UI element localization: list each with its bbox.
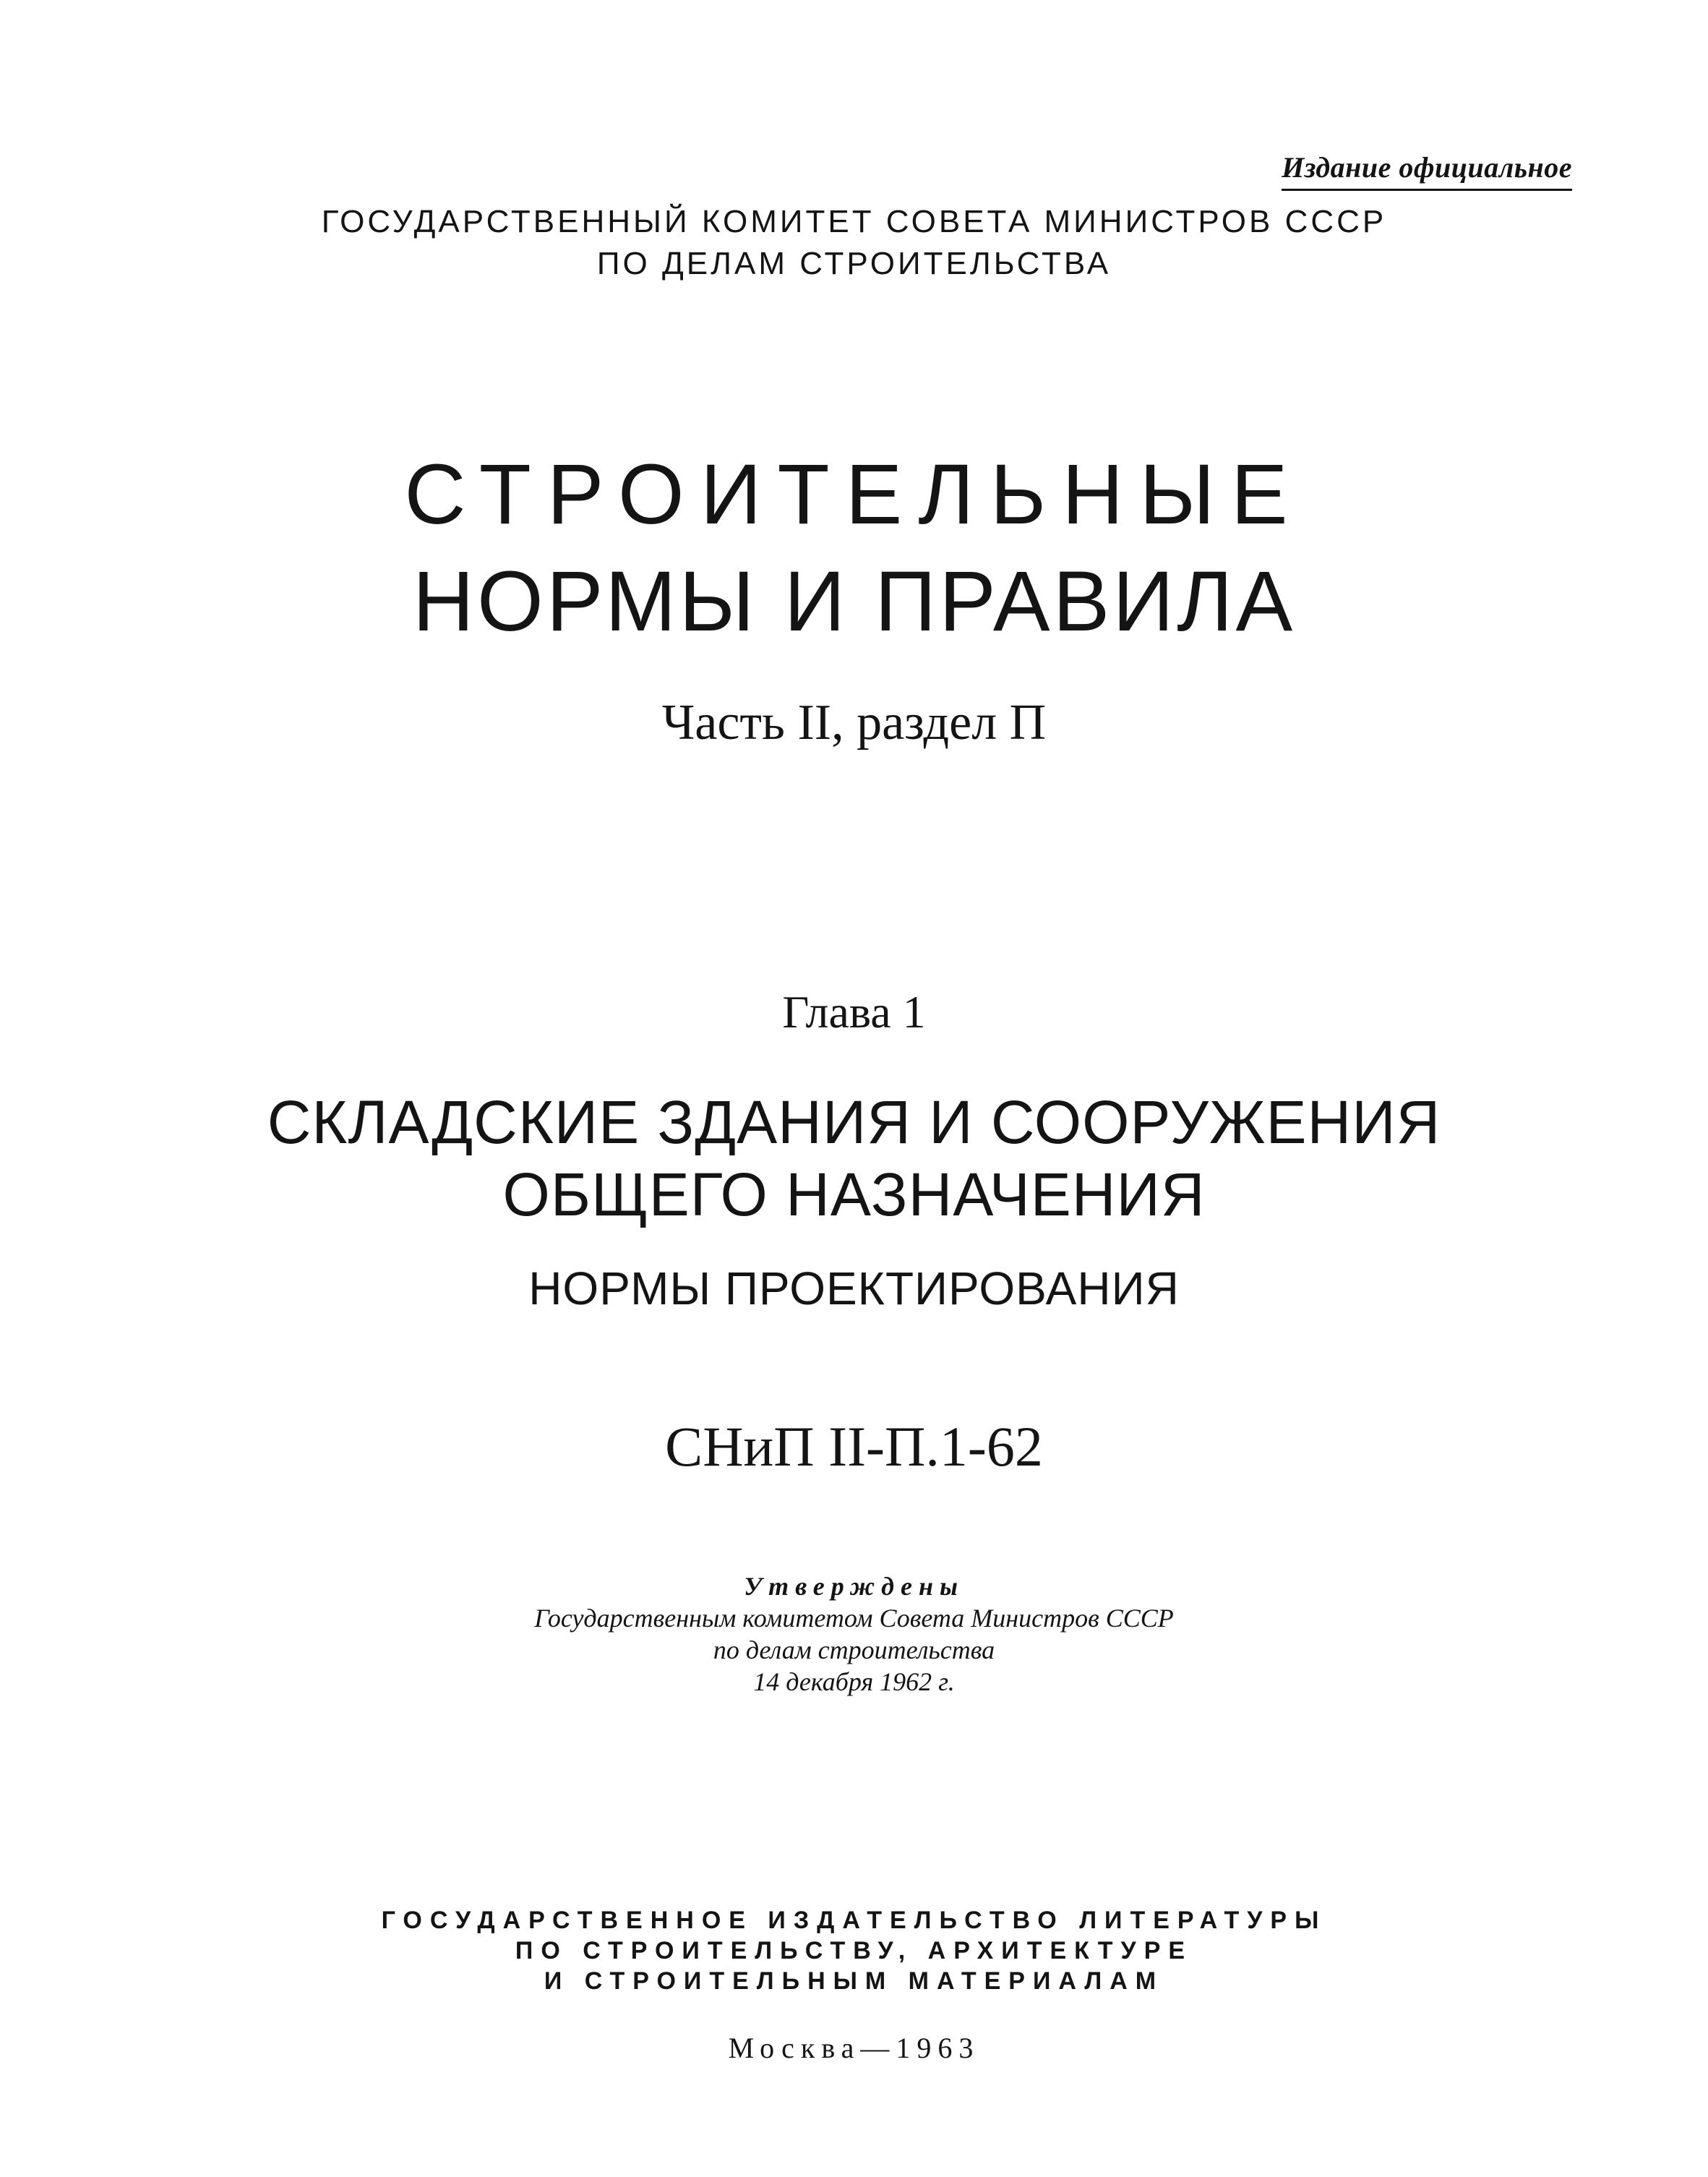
approval-block	[0, 1570, 1708, 1698]
publisher-line-1: ГОСУДАРСТВЕННОЕ ИЗДАТЕЛЬСТВО ЛИТЕРАТУРЫ	[381, 1907, 1327, 1934]
city-year	[0, 2030, 1708, 2066]
main-title-line-2: НОРМЫ И ПРАВИЛА	[412, 554, 1296, 649]
document-code	[0, 1413, 1708, 1480]
chapter-number-text: Глава 1	[782, 986, 926, 1038]
publisher	[0, 1905, 1708, 1996]
approval-line-2: по делам строительства	[713, 1635, 995, 1664]
main-title-line-1: СТРОИТЕЛЬНЫЕ	[404, 447, 1304, 542]
approval-heading: Утверждены	[744, 1572, 964, 1601]
city-year-text: Москва—1963	[728, 2032, 980, 2064]
publisher-line-3: И СТРОИТЕЛЬНЫМ МАТЕРИАЛАМ	[544, 1967, 1164, 1995]
publisher-line-2: ПО СТРОИТЕЛЬСТВУ, АРХИТЕКТУРЕ	[515, 1937, 1193, 1964]
document-code-text: СНиП II-П.1-62	[665, 1415, 1043, 1478]
committee-header	[0, 201, 1708, 285]
subtitle-text: НОРМЫ ПРОЕКТИРОВАНИЯ	[528, 1262, 1180, 1314]
committee-line-1: ГОСУДАРСТВЕННЫЙ КОМИТЕТ СОВЕТА МИНИСТРОВ СССР	[321, 204, 1387, 239]
chapter-title-line-1: СКЛАДСКИЕ ЗДАНИЯ И СООРУЖЕНИЯ	[267, 1088, 1441, 1156]
approval-date: 14 декабря 1962 г.	[753, 1667, 955, 1696]
edition-mark	[1282, 150, 1572, 191]
chapter-number	[0, 985, 1708, 1040]
edition-mark-text: Издание официальное	[1282, 150, 1572, 191]
part-section-text: Часть II, раздел П	[661, 695, 1047, 750]
chapter-title-line-2: ОБЩЕГО НАЗНАЧЕНИЯ	[502, 1160, 1206, 1228]
part-section	[0, 694, 1708, 752]
chapter-title	[0, 1086, 1708, 1231]
approval-line-1: Государственным комитетом Совета Министров СССР	[534, 1604, 1174, 1633]
main-title	[0, 441, 1708, 655]
subtitle	[0, 1259, 1708, 1317]
committee-line-2: ПО ДЕЛАМ СТРОИТЕЛЬСТВА	[596, 246, 1112, 281]
